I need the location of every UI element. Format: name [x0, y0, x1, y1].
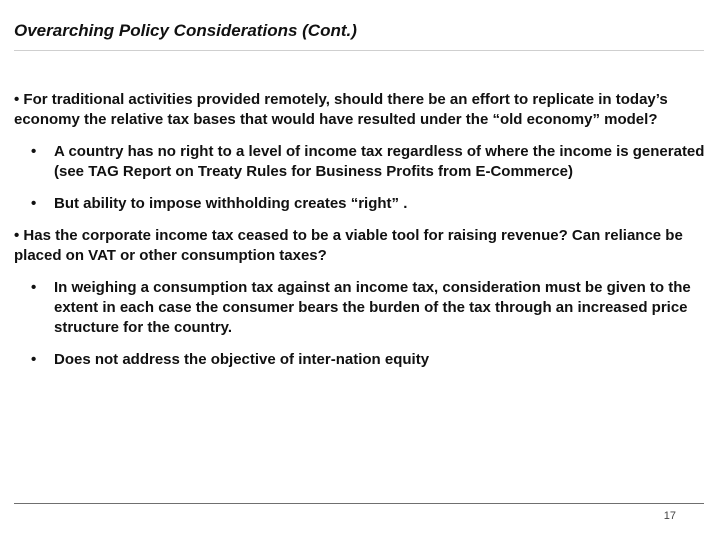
bullet-dot: •: [31, 279, 37, 296]
bullet-2-text: • Has the corporate income tax ceased to be a viable tool for raising revenue? Can reliance be placed on VAT or other consumption taxes?: [14, 227, 683, 264]
bullet-1-text: • For traditional activities provided remotely, should there be an effort to replicate in today’s economy the relative tax bases that would have resulted under the “old economy” model?: [14, 91, 668, 128]
sub-bullet-2-2: [14, 350, 710, 370]
sub-bullet-1-2-text: But ability to impose withholding creates “right” .: [54, 195, 408, 212]
sub-bullet-2-1-text: In weighing a consumption tax against an income tax, consideration must be given to the extent in each case the consumer bears the burden of the tax through an increased price structure for the country.: [54, 279, 691, 336]
title-divider: [14, 50, 704, 51]
slide-title: Overarching Policy Considerations (Cont.): [14, 21, 357, 40]
sub-bullet-2-2-text: Does not address the objective of inter-nation equity: [54, 351, 430, 368]
bullet-dot: •: [31, 351, 37, 368]
slide-body: [14, 90, 710, 370]
bullet-dot: •: [31, 143, 37, 160]
bullet-dot: •: [31, 195, 37, 212]
sub-bullet-1-1: [14, 142, 710, 182]
sub-bullet-2-1: [14, 278, 710, 338]
page-number: 17: [663, 510, 676, 522]
sub-bullet-1-2: [14, 194, 710, 214]
sub-bullet-1-1-text: A country has no right to a level of income tax regardless of where the income is generated (see TAG Report on Treaty Rules for Business Profits from E-Commerce): [54, 143, 705, 180]
footer-divider: [14, 503, 704, 504]
